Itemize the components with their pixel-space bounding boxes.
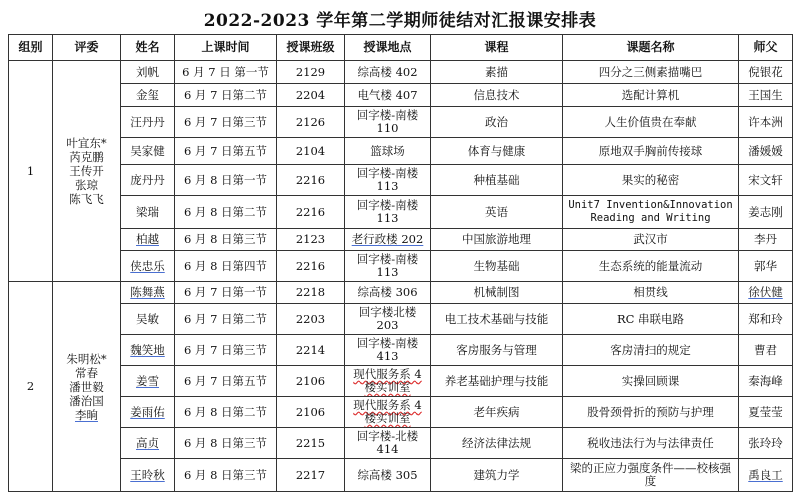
- judge: 陈飞飞: [69, 192, 104, 206]
- header-time: 上课时间: [175, 35, 277, 61]
- lesson-place: 回字楼-南楼 113: [345, 165, 431, 196]
- lesson-place: 综高楼 402: [345, 61, 431, 84]
- lesson-place: 老行政楼 202: [345, 229, 431, 251]
- judges-cell: [53, 282, 121, 492]
- lesson-time: 6 月 8 日第三节: [175, 428, 277, 459]
- table-row: [9, 196, 793, 229]
- mentor-name: 曹君: [739, 335, 793, 366]
- class-code: 2215: [277, 428, 345, 459]
- class-code: 2123: [277, 229, 345, 251]
- topic-name: 生态系统的能量流动: [563, 251, 739, 282]
- course-name: 机械制图: [431, 282, 563, 304]
- table-row: [9, 229, 793, 251]
- lesson-place: 回字楼北楼 203: [345, 304, 431, 335]
- course-name: 客房服务与管理: [431, 335, 563, 366]
- topic-name: 实操回顾课: [563, 366, 739, 397]
- teacher-name: 金玺: [121, 84, 175, 107]
- lesson-time: 6 月 7 日第五节: [175, 138, 277, 165]
- page-title: 2022-2023 学年第二学期师徒结对汇报课安排表: [203, 11, 597, 31]
- teacher-name: 王昤秋: [121, 459, 175, 492]
- lesson-place: 综高楼 305: [345, 459, 431, 492]
- class-code: 2106: [277, 397, 345, 428]
- topic-name: 人生价值贵在奉献: [563, 107, 739, 138]
- class-code: 2106: [277, 366, 345, 397]
- course-name: 老年疾病: [431, 397, 563, 428]
- lesson-time: 6 月 7 日第五节: [175, 366, 277, 397]
- course-name: 养老基础护理与技能: [431, 366, 563, 397]
- topic-name: 四分之三侧素描嘴巴: [563, 61, 739, 84]
- teacher-name: 陈舞燕: [121, 282, 175, 304]
- lesson-time: 6 月 8 日第三节: [175, 229, 277, 251]
- lesson-time: 6 月 7 日第二节: [175, 304, 277, 335]
- teacher-name: 姜雨佑: [121, 397, 175, 428]
- teacher-name: 庞丹丹: [121, 165, 175, 196]
- lesson-place: 回字楼-南楼 413: [345, 335, 431, 366]
- class-code: 2216: [277, 251, 345, 282]
- course-name: 建筑力学: [431, 459, 563, 492]
- lesson-place: 综高楼 306: [345, 282, 431, 304]
- judge: 朱明松*: [66, 351, 107, 366]
- table-row: [9, 397, 793, 428]
- lesson-place: 电气楼 407: [345, 84, 431, 107]
- mentor-name: 郭华: [739, 251, 793, 282]
- mentor-name: 王国生: [739, 84, 793, 107]
- topic-name: 税收违法行为与法律责任: [563, 428, 739, 459]
- topic-name: 客房清扫的规定: [563, 335, 739, 366]
- lesson-place: 回字楼-南楼 110: [345, 107, 431, 138]
- header-place: 授课地点: [345, 35, 431, 61]
- mentor-name: 禹良工: [739, 459, 793, 492]
- table-row: [9, 107, 793, 138]
- course-name: 生物基础: [431, 251, 563, 282]
- header-row: [9, 35, 793, 61]
- lesson-time: 6 月 7 日第三节: [175, 107, 277, 138]
- class-code: 2204: [277, 84, 345, 107]
- class-code: 2126: [277, 107, 345, 138]
- course-name: 体育与健康: [431, 138, 563, 165]
- mentor-name: 潘媛媛: [739, 138, 793, 165]
- topic-name: 相贯线: [563, 282, 739, 304]
- lesson-time: 6 月 8 日第二节: [175, 397, 277, 428]
- judge: 潘世毅: [69, 379, 104, 394]
- course-name: 素描: [431, 61, 563, 84]
- mentor-name: 徐伏健: [739, 282, 793, 304]
- group-cell: 1: [9, 61, 53, 282]
- lesson-time: 6 月 8 日第二节: [175, 196, 277, 229]
- table-row: [9, 165, 793, 196]
- course-name: 电工技术基础与技能: [431, 304, 563, 335]
- class-code: 2214: [277, 335, 345, 366]
- schedule-table: [8, 34, 793, 492]
- lesson-place: 现代服务系 4 楼实训室: [345, 366, 431, 397]
- course-name: 中国旅游地理: [431, 229, 563, 251]
- header-name: 姓名: [121, 35, 175, 61]
- table-row: [9, 335, 793, 366]
- teacher-name: 吴敏: [121, 304, 175, 335]
- header-group: 组别: [9, 35, 53, 61]
- topic-name: 武汉市: [563, 229, 739, 251]
- topic-name: Unit7 Invention&Innovation Reading and Writing: [563, 196, 739, 229]
- group-cell: 2: [9, 282, 53, 492]
- lesson-place: 回字楼-南楼 113: [345, 196, 431, 229]
- mentor-name: 夏莹莹: [739, 397, 793, 428]
- teacher-name: 汪丹丹: [121, 107, 175, 138]
- mentor-name: 许本洲: [739, 107, 793, 138]
- mentor-name: 宋文轩: [739, 165, 793, 196]
- class-code: 2218: [277, 282, 345, 304]
- lesson-place: 回字楼-南楼 113: [345, 251, 431, 282]
- class-code: 2217: [277, 459, 345, 492]
- teacher-name: 吴家健: [121, 138, 175, 165]
- lesson-time: 6 月 8 日第四节: [175, 251, 277, 282]
- mentor-name: 秦海峰: [739, 366, 793, 397]
- table-row: [9, 84, 793, 107]
- table-row: [9, 282, 793, 304]
- teacher-name: 柏越: [121, 229, 175, 251]
- lesson-time: 6 月 7 日第三节: [175, 335, 277, 366]
- header-judges: 评委: [53, 35, 121, 61]
- judge: 王传开: [69, 164, 104, 178]
- judge: 潘治国: [69, 393, 104, 408]
- table-row: [9, 366, 793, 397]
- judges-cell: [53, 61, 121, 282]
- table-row: [9, 428, 793, 459]
- lesson-time: 6 月 8 日第一节: [175, 165, 277, 196]
- course-name: 政治: [431, 107, 563, 138]
- lesson-time: 6 月 7 日 第一节: [175, 61, 277, 84]
- course-name: 经济法律法规: [431, 428, 563, 459]
- teacher-name: 魏笑地: [121, 335, 175, 366]
- topic-name: 股骨颈骨折的预防与护理: [563, 397, 739, 428]
- mentor-name: 李丹: [739, 229, 793, 251]
- header-class: 授课班级: [277, 35, 345, 61]
- course-name: 信息技术: [431, 84, 563, 107]
- table-row: [9, 459, 793, 492]
- teacher-name: 侠忠乐: [121, 251, 175, 282]
- judge: 张琼: [75, 178, 98, 192]
- judge: 李晌: [75, 407, 98, 422]
- topic-name: 梁的正应力强度条件——校核强度: [563, 459, 739, 492]
- header-topic: 课题名称: [563, 35, 739, 61]
- teacher-name: 刘帆: [121, 61, 175, 84]
- mentor-name: 张玲玲: [739, 428, 793, 459]
- teacher-name: 高贞: [121, 428, 175, 459]
- topic-name: RC 串联电路: [563, 304, 739, 335]
- class-code: 2129: [277, 61, 345, 84]
- class-code: 2216: [277, 165, 345, 196]
- course-name: 种植基础: [431, 165, 563, 196]
- judge: 叶宜东*: [66, 136, 107, 150]
- judge: 芮克鹏: [69, 150, 104, 164]
- mentor-name: 倪银花: [739, 61, 793, 84]
- judge: 常春: [75, 365, 98, 380]
- lesson-place: 回字楼-北楼 414: [345, 428, 431, 459]
- lesson-place: 篮球场: [345, 138, 431, 165]
- lesson-place: 现代服务系 4 楼实训室: [345, 397, 431, 428]
- class-code: 2216: [277, 196, 345, 229]
- mentor-name: 郑和玲: [739, 304, 793, 335]
- lesson-time: 6 月 7 日第一节: [175, 282, 277, 304]
- header-mentor: 师父: [739, 35, 793, 61]
- lesson-time: 6 月 8 日第三节: [175, 459, 277, 492]
- table-row: [9, 138, 793, 165]
- mentor-name: 姜志刚: [739, 196, 793, 229]
- teacher-name: 梁瑞: [121, 196, 175, 229]
- course-name: 英语: [431, 196, 563, 229]
- teacher-name: 姜雪: [121, 366, 175, 397]
- topic-name: 选配计算机: [563, 84, 739, 107]
- table-row: [9, 251, 793, 282]
- class-code: 2203: [277, 304, 345, 335]
- table-row: [9, 61, 793, 84]
- header-course: 课程: [431, 35, 563, 61]
- topic-name: 原地双手胸前传接球: [563, 138, 739, 165]
- lesson-time: 6 月 7 日第二节: [175, 84, 277, 107]
- topic-name: 果实的秘密: [563, 165, 739, 196]
- table-row: [9, 304, 793, 335]
- class-code: 2104: [277, 138, 345, 165]
